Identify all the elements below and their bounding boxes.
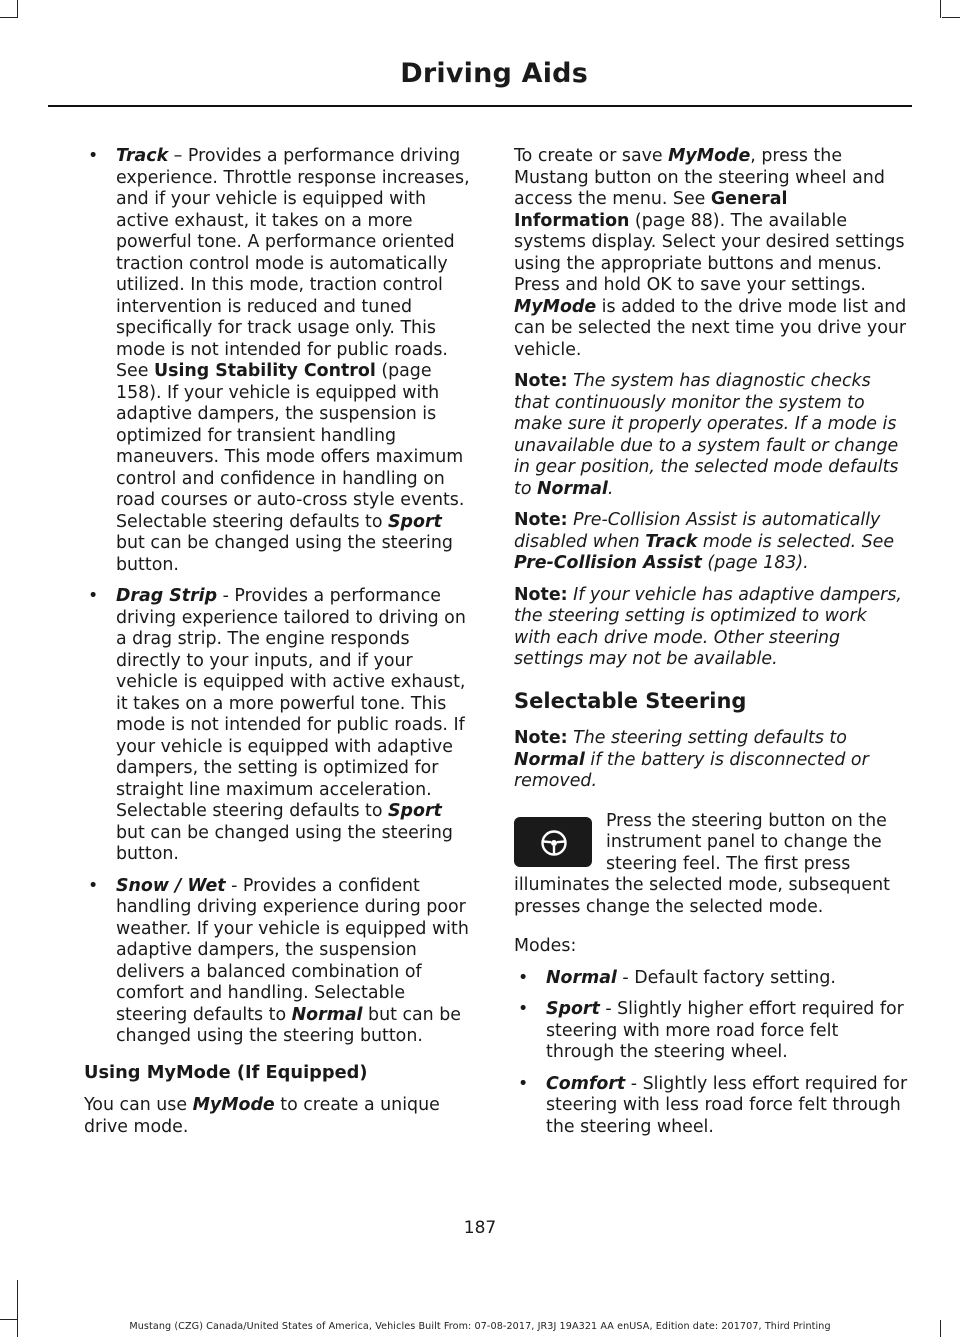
mode-name: Normal (546, 967, 617, 988)
text: (page 183). (701, 553, 809, 573)
list-item-mode-sport (514, 999, 908, 1064)
text: You can use (84, 1095, 193, 1115)
text: if the battery is disconnected or removed. (514, 749, 869, 791)
text: . (607, 478, 614, 499)
text: The system has diagnostic checks that continuously monitor the system to make sure it properly operates. If a mode is unavailable due to a system fault or change in gear position, the selected mode defaults to (514, 371, 899, 499)
term: Drag Strip (116, 586, 218, 606)
text: but can be changed using the steering button. (116, 1004, 461, 1046)
left-column (84, 146, 476, 1148)
mode-name: Sport (388, 511, 442, 532)
term: Snow / Wet (116, 875, 226, 896)
steering-button-block (514, 811, 908, 919)
list-item-mode-comfort (514, 1074, 908, 1139)
paragraph (84, 1095, 476, 1138)
term: Track (116, 146, 169, 166)
note-label: Note: (514, 584, 568, 605)
text: - Slightly less effort required for steering with less road force felt through the steering wheel. (546, 1073, 908, 1137)
text: but can be changed using the steering button. (116, 822, 453, 864)
note (514, 728, 908, 793)
text: - Default factory setting. (616, 967, 836, 988)
text: - Provides a confident handling driving experience during poor weather. If your vehicle is equipped with adaptive dampers, the suspension delivers a balanced combination of comfort and handling. Selectable steering defaults to (116, 875, 469, 1025)
bullet: • (518, 999, 529, 1019)
text: The steering setting defaults to (567, 728, 847, 748)
list-item-snow-wet (84, 876, 476, 1048)
bullet: • (518, 967, 529, 988)
text: , press the Mustang button on the steering wheel and access the menu. See (514, 146, 885, 209)
mode-name: Sport (546, 999, 600, 1019)
term: MyMode (668, 146, 751, 166)
cross-reference-link[interactable]: General Information (514, 189, 788, 231)
list-item-track (84, 146, 476, 576)
note (514, 585, 908, 671)
cross-reference-link[interactable]: Pre-Collision Assist (514, 553, 702, 573)
text: Pre-Collision Assist is automatically disabled when (514, 510, 881, 552)
page-title: Driving Aids (400, 58, 588, 89)
text: but can be changed using the steering button. (116, 533, 453, 575)
list-item-drag-strip (84, 586, 476, 866)
page-number: 187 (463, 1218, 497, 1238)
crop-mark (0, 17, 18, 18)
section-heading-selectable-steering: Selectable Steering (514, 688, 747, 713)
text: To create or save (514, 146, 669, 166)
bullet: • (88, 875, 99, 896)
paragraph (514, 146, 908, 361)
note-label: Note: (514, 510, 568, 530)
steering-wheel-icon (514, 817, 592, 867)
crop-mark (942, 17, 960, 18)
term: MyMode (514, 296, 597, 317)
text: to create a unique drive mode. (84, 1095, 440, 1137)
note-label: Note: (514, 371, 568, 391)
mode-name: Track (645, 531, 698, 552)
mode-name: Normal (537, 478, 608, 499)
crop-mark (17, 0, 18, 18)
bullet: • (88, 586, 99, 606)
header-divider (48, 105, 912, 107)
cross-reference-link[interactable]: Using Stability Control (153, 361, 376, 381)
text: mode is selected. See (697, 531, 895, 552)
text: is added to the drive mode list and can be selected the next time you drive your vehicle. (514, 296, 907, 360)
subheading-mymode: Using MyMode (If Equipped) (84, 1061, 368, 1083)
list-item-mode-normal (514, 968, 908, 990)
crop-mark (0, 1319, 18, 1320)
text: - Slightly higher effort required for steering with more road force felt through the steering wheel. (546, 999, 904, 1062)
text: (page 88). The available systems display. Select your desired settings using the appropriate buttons and menus. Press and hold OK to save your settings. (514, 210, 905, 295)
paragraph: Press the steering button on the instrument panel to change the steering feel. The first press illuminates the selected mode, subsequent presses change the selected mode. (514, 810, 890, 917)
modes-label: Modes: (514, 936, 577, 956)
text: If your vehicle has adaptive dampers, the steering setting is optimized to work with each drive mode. Other steering settings may not be available. (514, 584, 902, 669)
mode-name: Sport (388, 801, 442, 821)
note-label: Note: (514, 728, 568, 748)
mode-name: Normal (514, 749, 585, 770)
text: (page 158). If your vehicle is equipped with adaptive dampers, the suspension is optimized for transient handling maneuvers. This mode offers maximum control and confidence in handling on road courses or auto-cross style events. Selectable steering defaults to (116, 361, 465, 532)
text: – Provides a performance driving experience. Throttle response increases, and if your vehicle is equipped with active exhaust, it takes on a more powerful tone. A performance oriented traction control mode is automatically utilized. In this mode, traction control intervention is reduced and tuned specifically for track usage only. This mode is not intended for public roads. See (116, 146, 470, 381)
bullet: • (518, 1073, 529, 1094)
term: MyMode (192, 1095, 275, 1115)
mode-name: Normal (291, 1004, 363, 1025)
right-column (514, 146, 908, 1148)
note (514, 371, 908, 500)
footer: Mustang (CZG) Canada/United States of America, Vehicles Built From: 07-08-2017, JR3J 19A321 AA enUSA, Edition date: 201707, Third Printing (129, 1321, 831, 1332)
crop-mark (940, 0, 941, 18)
bullet: • (88, 146, 99, 166)
mode-name: Comfort (546, 1073, 626, 1094)
note (514, 510, 908, 575)
text: - Provides a performance driving experience tailored to driving on a drag strip. The engine responds directly to your inputs, and if your vehicle is equipped with active exhaust, it takes on a more powerful tone. This mode is not intended for public roads. If your vehicle is equipped with adaptive dampers, the setting is optimized for straight line maximum acceleration. Selectable steering defaults to (116, 586, 466, 821)
